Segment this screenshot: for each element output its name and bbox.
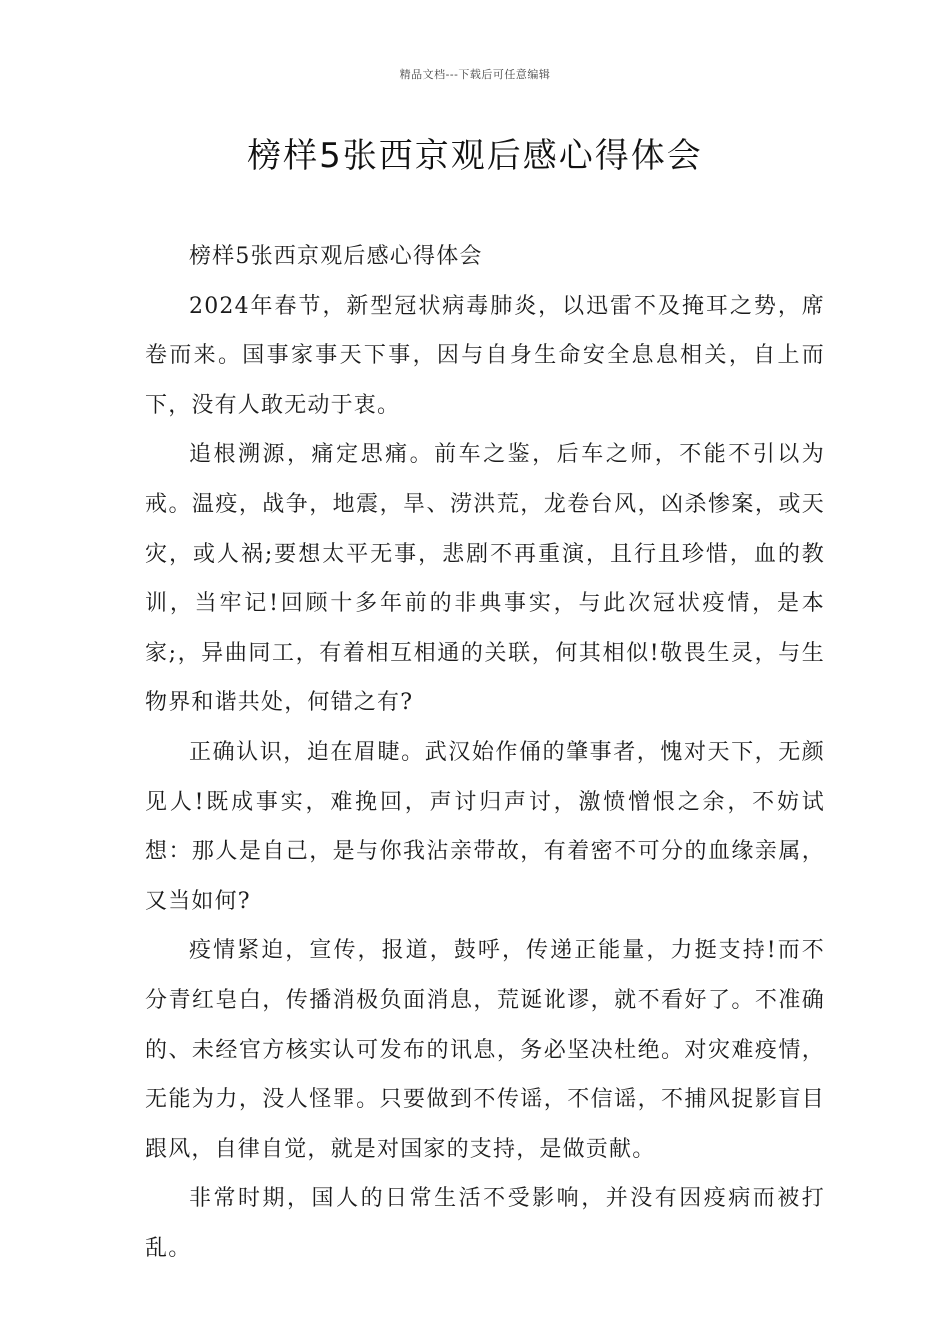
paragraph: 疫情紧迫，宣传，报道，鼓呼，传递正能量，力挺支持!而不分青红皂白，传播消极负面消息，荒诞讹谬，就不看好了。不准确的、未经官方核实认可发布的讯息，务必坚决杜绝。对灾难疫情，无能为力，没人怪罪。只要做到不传谣，不信谣，不捕风捉影盲目跟风，自律自觉，就是对国家的支持，是做贡献。 [145, 938, 825, 1162]
paragraph: 正确认识，迫在眉睫。武汉始作俑的肇事者，愧对天下，无颜见人!既成事实，难挽回，声讨归声讨，激愤憎恨之余，不妨试想：那人是自己，是与你我沾亲带故，有着密不可分的血缘亲属，又当如何? [145, 739, 825, 914]
document-title: 榜样5张西京观后感心得体会 [247, 136, 703, 176]
paragraph: 2024年春节，新型冠状病毒肺炎，以迅雷不及掩耳之势，席卷而来。国事家事天下事，因与自身生命安全息息相关，自上而下，没有人敢无动于衷。 [145, 293, 825, 418]
document-body [145, 232, 825, 1273]
paragraph: 追根溯源，痛定思痛。前车之鉴，后车之师，不能不引以为戒。温疫，战争，地震，旱、涝洪荒，龙卷台风，凶杀惨案，或天灾，或人祸;要想太平无事，悲剧不再重演，且行且珍惜，血的教训，当牢记!回顾十多年前的非典事实，与此次冠状疫情，是本家;，异曲同工，有着相互相通的关联，何其相似!敬畏生灵，与生物界和谐共处，何错之有? [145, 442, 825, 716]
paragraph-subtitle: 榜样5张西京观后感心得体会 [189, 244, 483, 269]
paragraph: 非常时期，国人的日常生活不受影响，并没有因疫病而被打乱。 [145, 1186, 825, 1261]
page-header-note: 精品文档---下载后可任意编辑 [399, 68, 551, 81]
